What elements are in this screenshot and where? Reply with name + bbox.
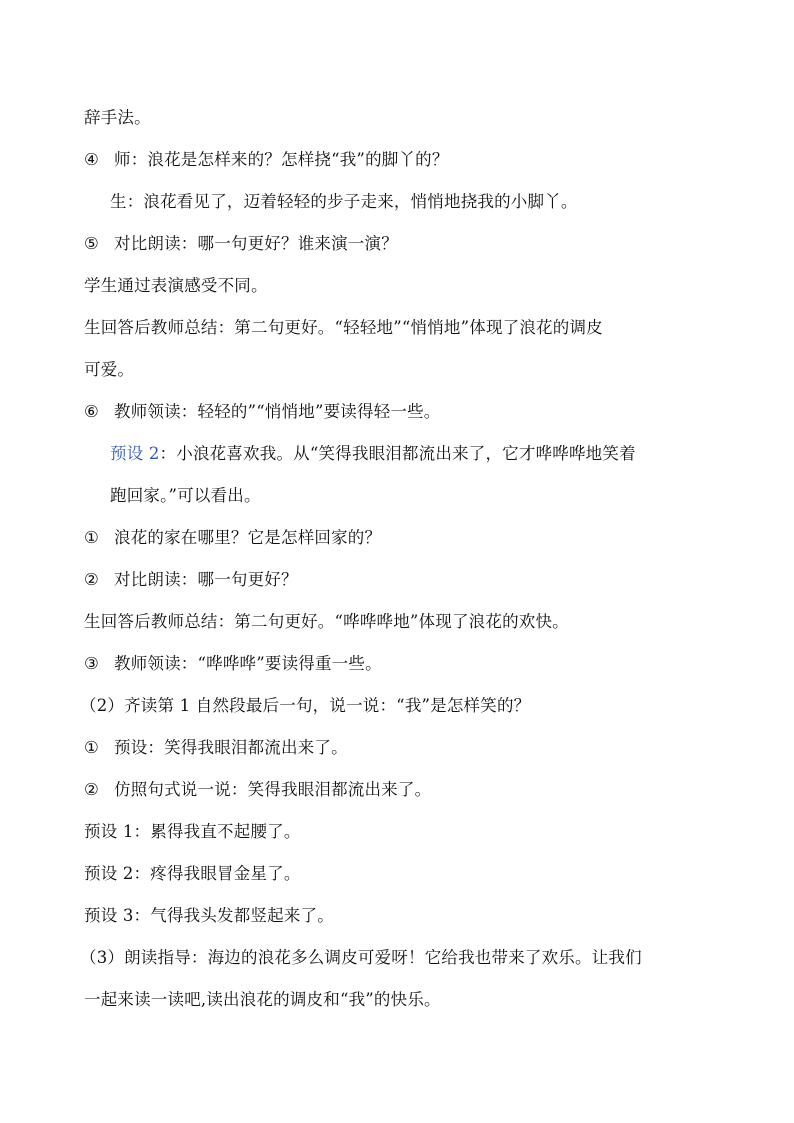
text-line: [84, 275, 268, 297]
line-text: 预设 2：疼得我眼冒金星了。: [84, 864, 301, 883]
item-number: ④: [84, 150, 99, 169]
preset-label: 预设 2: [110, 444, 160, 463]
line-text: 可爱。: [84, 360, 135, 379]
item-number: ⑥: [84, 402, 99, 421]
line-text: 一起来读一读吧,读出浪花的调皮和“我”的快乐。: [84, 990, 441, 1009]
text-line: [80, 695, 530, 717]
text-line: [84, 359, 134, 381]
line-text: （2）齐读第 1 自然段最后一句，说一说：“我”是怎样笑的？: [80, 696, 531, 715]
line-text: 预设 1：累得我直不起腰了。: [84, 822, 301, 841]
item-number: ①: [84, 738, 99, 757]
text-line: [84, 107, 151, 129]
line-text: 预设 3：气得我头发都竖起来了。: [84, 906, 334, 925]
item-text: 对比朗读：哪一句更好？谁来演一演？: [114, 234, 398, 253]
text-line: [84, 821, 301, 843]
line-text: 跑回家。”可以看出。: [110, 486, 261, 505]
item-number: ⑤: [84, 234, 99, 253]
item-number: ②: [84, 780, 99, 799]
numbered-item: [84, 569, 298, 591]
text-line: [84, 905, 334, 927]
line-text: 学生通过表演感受不同。: [84, 276, 268, 295]
item-text: 预设：笑得我眼泪都流出来了。: [114, 738, 348, 757]
text-line: [84, 317, 603, 339]
item-text: 浪花的家在哪里？它是怎样回家的？: [114, 528, 382, 547]
text-line: [84, 863, 301, 885]
numbered-item: [84, 233, 398, 255]
numbered-item: [84, 737, 348, 759]
line-text: 辞手法。: [84, 108, 151, 127]
text-line: [84, 989, 441, 1011]
item-text: 教师领读：“哗哗哗”要读得重一些。: [114, 654, 382, 673]
numbered-item: [84, 401, 441, 423]
line-text: （3）朗读指导：海边的浪花多么调皮可爱呀！它给我也带来了欢乐。让我们: [80, 948, 642, 967]
item-text: 仿照句式说一说：笑得我眼泪都流出来了。: [114, 780, 432, 799]
numbered-item: [84, 149, 449, 171]
text-line: [80, 947, 642, 969]
numbered-item: [84, 527, 381, 549]
item-number: ①: [84, 528, 99, 547]
item-number: ②: [84, 570, 99, 589]
text-line: [110, 443, 636, 465]
item-number: ③: [84, 654, 99, 673]
line-text: ：小浪花喜欢我。从“笑得我眼泪都流出来了，它才哗哗哗地笑着: [159, 444, 636, 463]
line-text: 生回答后教师总结：第二句更好。“轻轻地”“悄悄地”体现了浪花的调皮: [84, 318, 603, 337]
item-text: 教师领读：轻轻的”“悄悄地”要读得轻一些。: [114, 402, 441, 421]
text-line: [110, 485, 261, 507]
line-text: 生：浪花看见了，迈着轻轻的步子走来，悄悄地挠我的小脚丫。: [110, 192, 578, 211]
item-text: 对比朗读：哪一句更好？: [114, 570, 298, 589]
text-line: [110, 191, 578, 213]
numbered-item: [84, 653, 382, 675]
numbered-item: [84, 779, 431, 801]
item-text: 师：浪花是怎样来的？怎样挠“我”的脚丫的？: [114, 150, 449, 169]
line-text: 生回答后教师总结：第二句更好。“哗哗哗地”体现了浪花的欢快。: [84, 612, 569, 631]
text-line: [84, 611, 569, 633]
